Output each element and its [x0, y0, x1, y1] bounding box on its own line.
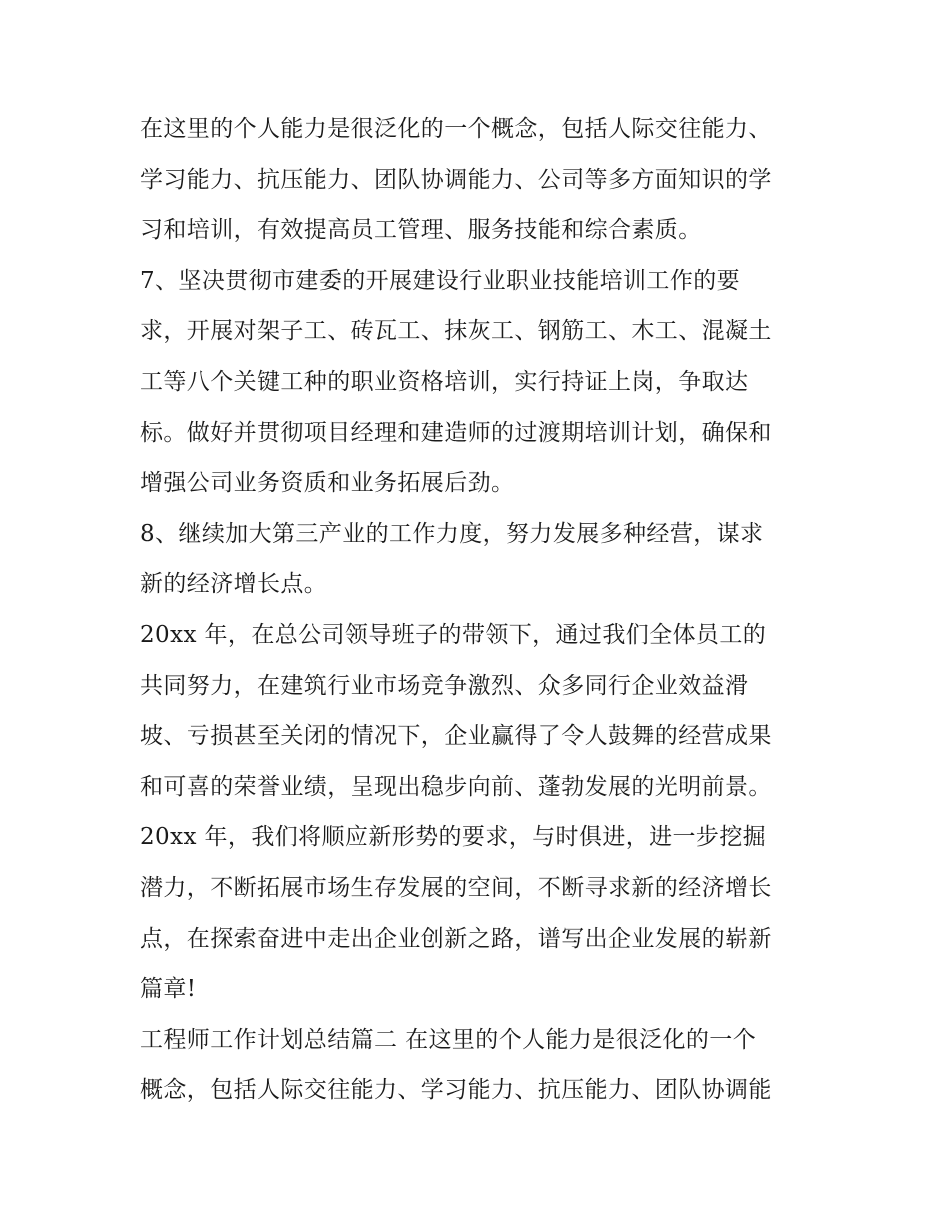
- text-line: 共同努力，在建筑行业市场竞争激烈、众多同行企业效益滑: [140, 672, 749, 699]
- text-line: 习和培训，有效提高员工管理、服务技能和综合素质。: [140, 217, 702, 244]
- text-line: 潜力，不断拓展市场生存发展的空间，不断寻求新的经济增长: [140, 874, 772, 901]
- text-line: 篇章!: [140, 976, 197, 1003]
- text-line: 坡、亏损甚至关闭的情况下，企业赢得了令人鼓舞的经营成果: [140, 723, 772, 750]
- text-line: 和可喜的荣誉业绩，呈现出稳步向前、蓬勃发展的光明前景。: [140, 773, 772, 800]
- text-line: 增强公司业务资质和业务拓展后劲。: [140, 470, 515, 497]
- text-line: 新的经济增长点。: [140, 571, 328, 598]
- text-line: 求，开展对架子工、砖瓦工、抹灰工、钢筋工、木工、混凝土: [140, 318, 772, 345]
- text-line: 7、坚决贯彻市建委的开展建设行业职业技能培训工作的要: [140, 267, 741, 294]
- text-line: 在这里的个人能力是很泛化的一个概念，包括人际交往能力、: [140, 116, 772, 142]
- text-line: 学习能力、抗压能力、团队协调能力、公司等多方面知识的学: [140, 166, 772, 193]
- text-line: 点，在探索奋进中走出企业创新之路，谱写出企业发展的崭新: [140, 925, 772, 952]
- text-line: 标。做好并贯彻项目经理和建造师的过渡期培训计划，确保和: [140, 419, 772, 446]
- text-line: 8、继续加大第三产业的工作力度，努力发展多种经营，谋求: [140, 520, 764, 547]
- text-line: 20xx 年，我们将顺应新形势的要求，与时俱进，进一步挖掘: [140, 824, 767, 851]
- text-line: 20xx 年，在总公司领导班子的带领下，通过我们全体员工的: [140, 621, 767, 648]
- document-body: [140, 104, 820, 1116]
- text-line: 工等八个关键工种的职业资格培训，实行持证上岗，争取达: [140, 368, 749, 395]
- text-line: 工程师工作计划总结篇二 在这里的个人能力是很泛化的一个: [140, 1026, 757, 1053]
- text-line: 概念，包括人际交往能力、学习能力、抗压能力、团队协调能: [140, 1077, 772, 1104]
